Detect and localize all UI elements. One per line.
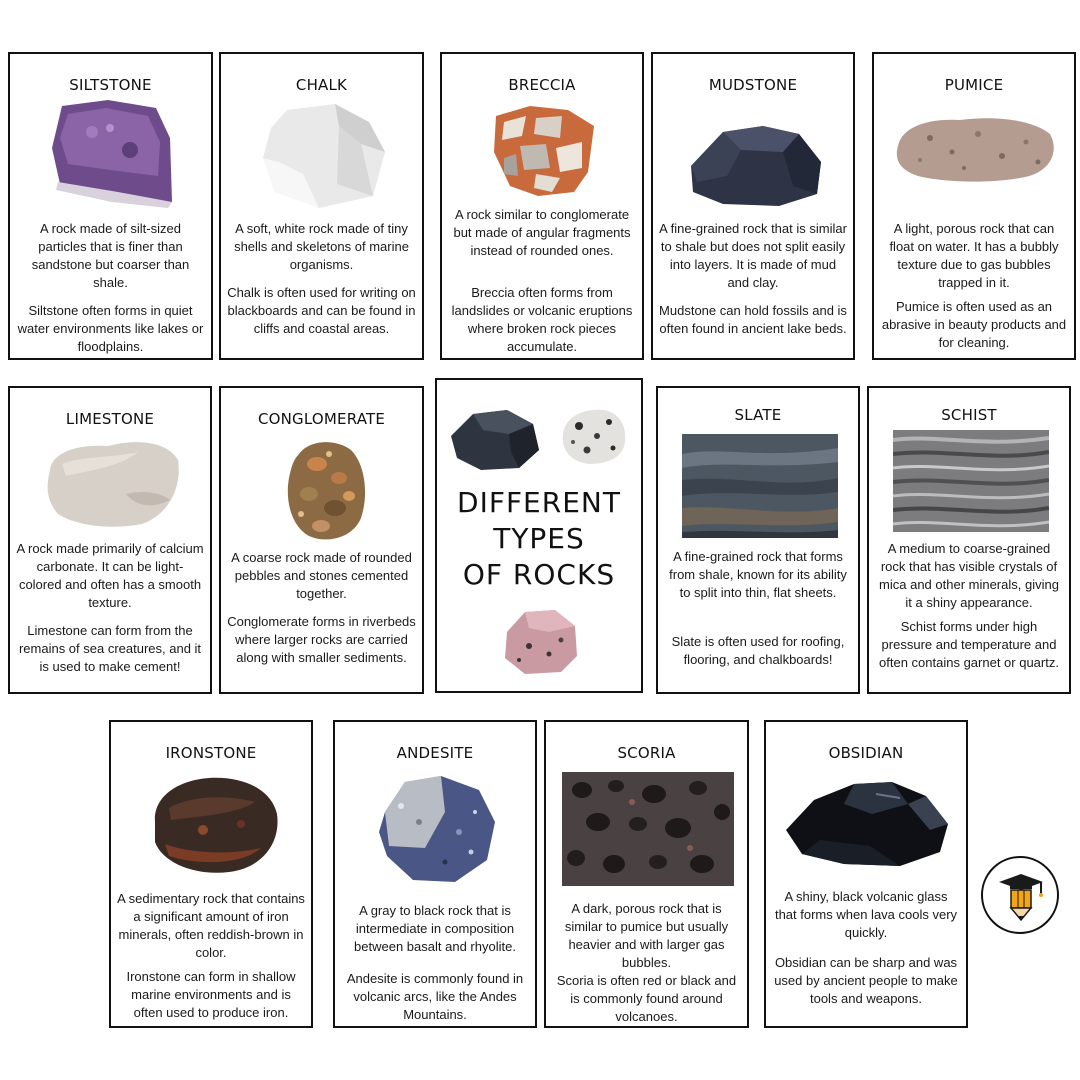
card-title: SCORIA [617,744,676,762]
ironstone-rock-image [145,772,281,876]
card-description: A soft, white rock made of tiny shells and skeletons of marine organisms. [234,221,409,272]
black-rock-image [445,406,541,472]
schist-rock-image [893,430,1049,532]
card-chalk [219,52,424,360]
granite-rock-image [557,406,629,466]
card-fact: Limestone can form from the remains of sea creatures, and it is used to make cement! [18,623,202,674]
card-description: A medium to coarse-grained rock that has visible crystals of mica and other minerals, giving it a shiny appearance. [879,541,1059,610]
card-title: CHALK [295,76,348,94]
card-fact: Mudstone can hold fossils and is often found in ancient lake beds. [659,303,847,336]
title-line-1: DIFFERENT [457,486,621,519]
card-title: IRONSTONE [165,744,257,762]
card-title: CONGLOMERATE [257,410,386,428]
card-andesite [333,720,537,1028]
chalk-rock-image [257,100,389,212]
pencil-logo-icon [981,856,1059,934]
card-limestone [8,386,212,694]
card-title: SCHIST [941,406,997,424]
card-fact: Conglomerate forms in riverbeds where larger rocks are carried along with smaller sediments. [227,614,416,665]
title-line-2: TYPES [493,522,585,555]
card-fact: Ironstone can form in shallow marine environments and is often used to produce iron. [126,969,296,1020]
card-ironstone [109,720,313,1028]
card-fact: Obsidian can be sharp and was used by ancient people to make tools and weapons. [774,955,958,1006]
card-description: A gray to black rock that is intermediate in composition between basalt and rhyolite. [354,903,516,954]
card-mudstone [651,52,855,360]
andesite-rock-image [375,772,499,886]
card-title: ANDESITE [396,744,474,762]
card-title: MUDSTONE [708,76,798,94]
card-siltstone [8,52,213,360]
graduation-cap-pencil-icon [993,868,1049,924]
card-title: BRECCIA [508,76,576,94]
title-line-3: OF ROCKS [462,558,616,591]
card-description: A fine-grained rock that forms from shale, known for its ability to split into thin, flat sheets. [669,549,847,600]
card-fact: Schist forms under high pressure and temperature and often contains garnet or quartz. [879,619,1059,670]
card-description: A light, porous rock that can float on water. It has a bubbly texture due to gas bubbles trapped in it. [889,221,1059,290]
card-conglomerate [219,386,424,694]
slate-rock-image [682,434,838,538]
card-fact: Breccia often forms from landslides or volcanic eruptions where broken rock pieces accumulate. [451,285,633,354]
card-title: OBSIDIAN [828,744,904,762]
card-title: LIMESTONE [65,410,155,428]
card-fact: Siltstone often forms in quiet water environments like lakes or floodplains. [17,303,204,354]
card-schist [867,386,1071,694]
poster-title [437,485,641,593]
breccia-rock-image [490,102,598,200]
card-fact: Scoria is often red or black and is commonly found around volcanoes. [556,973,737,1024]
siltstone-rock-image [48,98,178,210]
card-title: SLATE [734,406,782,424]
card-fact: Andesite is commonly found in volcanic arcs, like the Andes Mountains. [346,971,524,1022]
pumice-rock-image [890,112,1060,184]
conglomerate-rock-image [281,434,371,546]
card-title: SILTSTONE [69,76,152,94]
card-description: A fine-grained rock that is similar to shale but does not split easily into layers. It is made of mud and clay. [659,221,847,290]
title-card [435,378,643,693]
card-title: PUMICE [944,76,1004,94]
card-scoria [544,720,749,1028]
card-description: A dark, porous rock that is similar to pumice but usually heavier and with larger gas bubbles. [564,901,729,970]
card-description: A rock made of silt-sized particles that is finer than sandstone but coarser than shale. [31,221,190,290]
card-slate [656,386,860,694]
card-breccia [440,52,644,360]
limestone-rock-image [42,434,182,530]
card-description: A shiny, black volcanic glass that forms when lava cools very quickly. [774,889,958,940]
card-pumice [872,52,1076,360]
pink-granite-rock-image [499,606,581,676]
card-obsidian [764,720,968,1028]
scoria-rock-image [562,772,734,886]
card-description: A rock made primarily of calcium carbonate. It can be light-colored and often has a smooth texture. [16,541,204,610]
card-fact: Pumice is often used as an abrasive in beauty products and for cleaning. [881,299,1067,350]
card-description: A rock similar to conglomerate but made of angular fragments instead of rounded ones. [453,207,631,258]
card-description: A coarse rock made of rounded pebbles and stones cemented together. [231,550,412,601]
obsidian-rock-image [780,774,952,870]
card-fact: Chalk is often used for writing on blackboards and can be found in cliffs and coastal areas. [227,285,416,336]
mudstone-rock-image [683,122,827,210]
card-fact: Slate is often used for roofing, flooring, and chalkboards! [671,634,845,667]
card-description: A sedimentary rock that contains a significant amount of iron minerals, often reddish-brown in color. [117,891,305,960]
